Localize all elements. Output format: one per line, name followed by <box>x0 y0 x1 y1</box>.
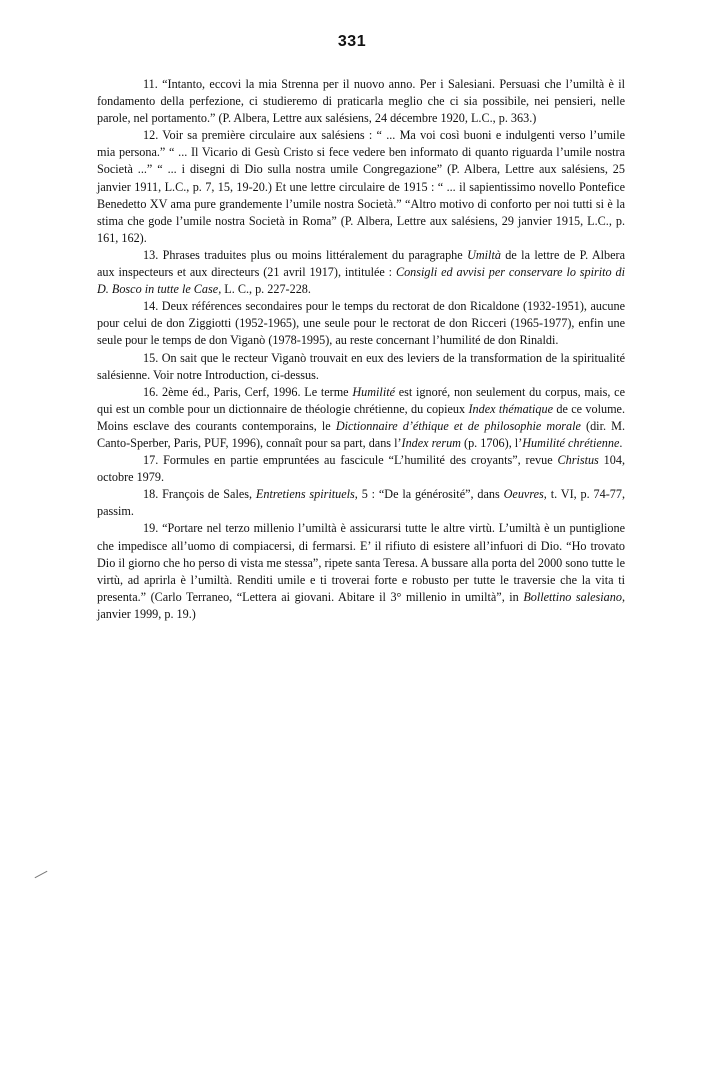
note-italic: Oeuvres <box>503 487 544 502</box>
note-text: 11. “Intanto, eccovi la mia Strenna per il nuovo anno. Per i Salesiani. Persuasi che l’umiltà è il fondamento della perfezione, ci studieremo di praticarla meglio che ci sia possibile, nei pensieri, nelle parole, nel portamento.” (P. Albera, Lettre aux salésiens, 24 décembre 1920, L.C., p. 363.) <box>97 77 625 126</box>
endnote-12 <box>97 127 625 247</box>
note-italic: Index rerum <box>401 435 461 450</box>
note-text: 13. Phrases traduites plus ou moins littéralement du paragraphe <box>143 247 468 262</box>
note-text: 12. Voir sa première circulaire aux salésiens : “ ... Ma voi così buoni e indulgenti verso l’umile mia persona.” “ ... Il Vicario di Gesù Cristo si fece vedere ben informato di quanto riguarda l’umile nostra Società ...” “ ... i disegni di Dio sulla nostra umile Congregazione” (P. Albera, Lettre aux salésiens, 25 janvier 1911, L.C., p. 7, 15, 19-20.) Et une lettre circulaire de 1915 : “ ... il sapientissimo novello Pontefice Benedetto XV ama pure grandemente l’umile nostra Società.” “Altro motivo di conforto per noi tutti si è la stima che gode l’umile nostra Società in Roma” (P. Albera, Lettre aux salésiens, 29 janvier 1915, L.C., p. 161, 162). <box>97 128 625 245</box>
endnote-16 <box>97 384 625 452</box>
note-text: , janvier 1999, p. 19.) <box>97 589 626 621</box>
note-text: de ce volume. Moins esclave des courants contemporains, le <box>97 401 626 433</box>
note-italic: Consigli ed avvisi per conservare lo spirito di D. Bosco in tutte le Case <box>97 265 625 297</box>
endnotes <box>97 76 625 623</box>
note-text: 16. 2ème éd., Paris, Cerf, 1996. Le terme <box>143 384 353 399</box>
note-text: , t. VI, p. 74-77, passim. <box>97 487 626 519</box>
note-italic: Humilité chrétienne <box>522 435 620 450</box>
endnote-13 <box>97 247 625 298</box>
endnote-15 <box>97 350 625 384</box>
note-italic: Entretiens spirituels <box>255 487 355 502</box>
note-text: 18. François de Sales, <box>143 487 256 502</box>
note-text: (dir. M. Canto-Sperber, Paris, PUF, 1996), connaît pour sa part, dans l’ <box>97 418 625 450</box>
note-text: 19. “Portare nel terzo millenio l’umiltà è assicurarsi tutte le altre virtù. L’umiltà è un puntiglione che impedisce all’uomo di compiacersi, di fermarsi. E’ il rifiuto di esistere all’infuori di Dio. “Ho trovato Dio il giorno che ho perso di vista me stessa”, ripete santa Teresa. A bussare alla porta del 2000 sono tutte le virtù, ad aprirla è l’umiltà. Renditi umile e ti troverai forte e robusto per tutte le traversie che la vita ti presenta.” (Carlo Terraneo, “Lettera ai giovani. Abitare il 3° millenio in umiltà”, in <box>97 521 625 604</box>
note-text: 104, octobre 1979. <box>97 453 626 485</box>
note-text: . <box>619 435 623 450</box>
note-text: 15. On sait que le recteur Viganò trouvait en eux des leviers de la transformation de la spiritualité salésienne. Voir notre Introduction, ci-dessus. <box>97 350 625 382</box>
note-text: est ignoré, non seulement du corpus, mais, ce qui est un comble pour un dictionnaire de théologie chrétienne, du copieux <box>97 384 625 416</box>
page-number: 331 <box>337 33 367 50</box>
note-italic: Dictionnaire d’éthique et de philosophie morale <box>335 418 581 433</box>
endnote-18 <box>97 486 625 520</box>
note-italic: Humilité <box>352 384 395 399</box>
note-text: , 5 : “De la générosité”, dans <box>354 487 504 502</box>
note-italic: Index thématique <box>468 401 554 416</box>
note-italic: Christus <box>557 453 599 468</box>
endnote-11 <box>97 76 625 127</box>
note-text: 17. Formules en partie empruntées au fascicule “L’humilité des croyants”, revue <box>143 453 558 468</box>
scan-mark <box>35 871 48 878</box>
endnote-14 <box>97 298 625 349</box>
note-text: de la lettre de P. Albera aux inspecteurs et aux directeurs (21 avril 1917), intitulée : <box>97 247 625 280</box>
note-text: , L. C., p. 227-228. <box>218 282 311 297</box>
endnote-19 <box>97 520 625 623</box>
note-italic: Umiltà <box>467 247 501 262</box>
note-text: 14. Deux références secondaires pour le temps du rectorat de don Ricaldone (1932-1951), aucune pour celui de don Ziggiotti (1952-1965), une seule pour le rectorat de don Ricceri (1965-1977), enfin une seule pour le temps de don Viganò (1978-1995), au reste concernant l’humilité de don Rinaldi. <box>97 299 625 348</box>
endnote-17 <box>97 452 625 486</box>
note-italic: Bollettino salesiano <box>523 589 622 604</box>
note-text: (p. 1706), l’ <box>460 435 523 450</box>
